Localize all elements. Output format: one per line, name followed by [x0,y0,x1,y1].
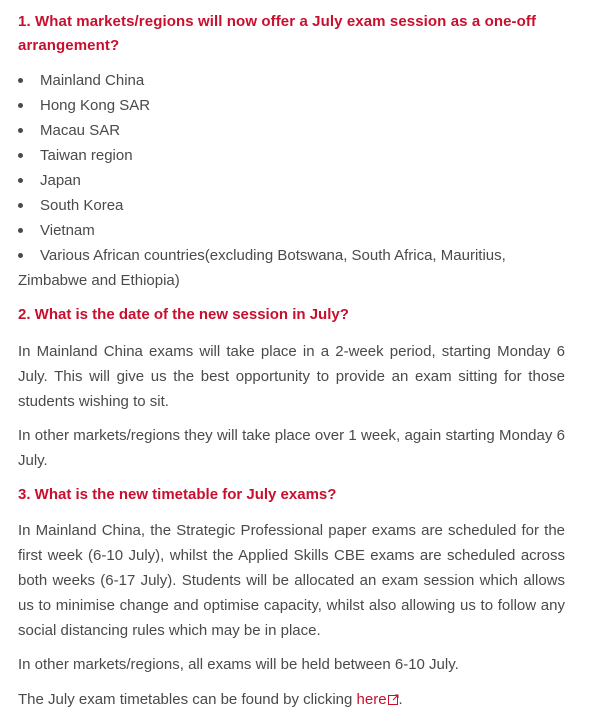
answer-3-paragraph-2: In other markets/regions, all exams will be held between 6-10 July. [18,656,459,673]
timetable-link-label[interactable]: here [356,691,387,708]
bullet-icon [18,228,23,233]
timetable-paragraph [18,687,565,712]
list-item: Macau SAR [18,118,565,143]
markets-list [18,68,565,293]
bullet-icon [18,103,23,108]
bullet-icon [18,128,23,133]
question-2-heading: 2. What is the date of the new session in July? [18,306,349,323]
list-item: Taiwan region [18,143,565,168]
list-item: Vietnam [18,218,565,243]
timetable-prefix: The July exam timetables can be found by clicking [18,691,357,708]
timetable-link[interactable] [357,691,399,708]
list-item: Hong Kong SAR [18,93,565,118]
list-item: South Korea [18,193,565,218]
timetable-suffix: . [398,691,403,708]
external-link-icon[interactable] [388,694,399,705]
answer-3-paragraph-1: In Mainland China, the Strategic Professional paper exams are scheduled for the first week (6-10 July), whilst the Applied Skills CBE exams are scheduled across both weeks (6-17 July). Students will be allocated an exam session which allows us to minimise change and optimise capacity, whilst also allowing us to follow any social distancing rules which may be in place. [18,522,565,639]
question-1-heading: 1. What markets/regions will now offer a July exam session as a one-off arrangement? [18,13,537,54]
answer-2-paragraph-2: In other markets/regions they will take place over 1 week, again starting Monday 6 July. [18,427,565,469]
bullet-icon [18,153,23,158]
list-item: Various African countries(excluding Botswana, South Africa, Mauritius, Zimbabwe and Ethiopia) [18,247,506,289]
bullet-icon [18,253,23,258]
bullet-icon [18,178,23,183]
list-item: Mainland China [18,68,565,93]
bullet-icon [18,78,23,83]
question-3-heading: 3. What is the new timetable for July exams? [18,486,337,503]
bullet-icon [18,203,23,208]
list-item: Japan [18,168,565,193]
answer-2-paragraph-1: In Mainland China exams will take place in a 2-week period, starting Monday 6 July. This will give us the best opportunity to provide an exam sitting for those students wishing to sit. [18,343,565,410]
